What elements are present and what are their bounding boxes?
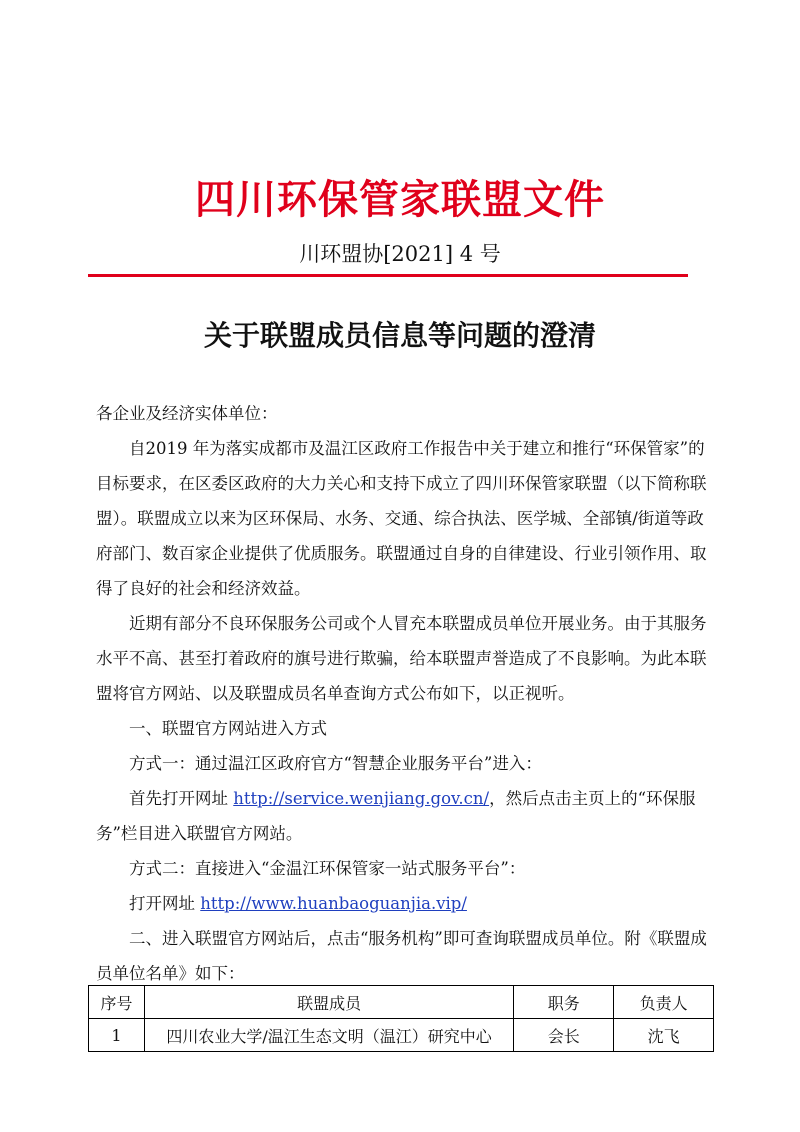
document-body xyxy=(96,396,716,991)
section-heading-website: 一、联盟官方网站进入方式 xyxy=(129,719,327,738)
header-member: 联盟成员 xyxy=(144,986,513,1019)
header-position: 职务 xyxy=(514,986,614,1019)
method-one-detail xyxy=(96,781,716,851)
header-index: 序号 xyxy=(89,986,145,1019)
row-leader: 沈飞 xyxy=(614,1019,714,1052)
method-one-detail-prefix: 首先打开网址 xyxy=(129,789,234,808)
method-two-detail-prefix: 打开网址 xyxy=(129,894,201,913)
document-header-title: 四川环保管家联盟文件 xyxy=(195,177,605,223)
method-one: 方式一：通过温江区政府官方“智慧企业服务平台”进入： xyxy=(129,754,542,773)
paragraph-notice: 近期有部分不良环保服务公司或个人冒充本联盟成员单位开展业务。由于其服务水平不高、甚至打着政府的旗号进行欺骗，给本联盟声誉造成了不良影响。为此本联盟将官方网站、以及联盟成员名单查询方式公布如下，以正视听。 xyxy=(96,614,707,703)
salutation: 各企业及经济实体单位： xyxy=(96,404,278,423)
header-leader: 负责人 xyxy=(614,986,714,1019)
document-number: 川环盟协[2021] 4 号 xyxy=(299,242,501,266)
method-two: 方式二：直接进入“金温江环保管家一站式服务平台”： xyxy=(129,859,526,878)
huanbao-url-link[interactable]: http://www.huanbaoguanjia.vip/ xyxy=(200,894,467,913)
member-table xyxy=(88,985,714,1052)
table-row xyxy=(89,1019,714,1052)
row-position: 会长 xyxy=(514,1019,614,1052)
row-index: 1 xyxy=(89,1019,145,1052)
method-one-detail-suffix: ，然后点击主页上的“环保服务”栏目进入联盟官方网站。 xyxy=(96,789,696,843)
row-member: 四川农业大学/温江生态文明（温江）研究中心 xyxy=(144,1019,513,1052)
section-heading-members: 二、进入联盟官方网站后，点击“服务机构”即可查询联盟成员单位。附《联盟成员单位名单》如下： xyxy=(96,929,707,983)
service-url-link[interactable]: http://service.wenjiang.gov.cn/ xyxy=(233,789,490,808)
method-two-detail xyxy=(96,886,716,921)
member-table-header xyxy=(89,986,714,1019)
paragraph-intro: 自2019 年为落实成都市及温江区政府工作报告中关于建立和推行“环保管家”的目标要求，在区委区政府的大力关心和支持下成立了四川环保管家联盟（以下简称联盟）。联盟成立以来为区环保局、水务、交通、综合执法、医学城、全部镇/街道等政府部门、数百家企业提供了优质服务。联盟通过自身的自律建设、行业引领作用、取得了良好的社会和经济效益。 xyxy=(96,439,707,598)
header-divider xyxy=(88,274,688,277)
document-title: 关于联盟成员信息等问题的澄清 xyxy=(203,319,596,352)
